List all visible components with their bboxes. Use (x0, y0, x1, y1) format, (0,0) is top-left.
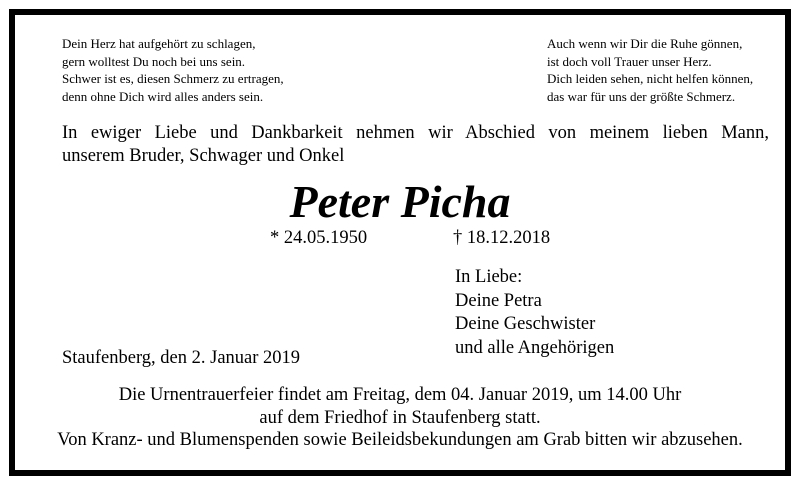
birth-date: * 24.05.1950 (270, 228, 368, 248)
poem-line: Schwer ist es, diesen Schmerz zu ertragen, (62, 71, 284, 86)
poem-line: Auch wenn wir Dir die Ruhe gönnen, (547, 36, 743, 51)
mourners-line: und alle Angehörigen (455, 337, 615, 358)
intro-text (62, 122, 769, 168)
intro-line: unserem Bruder, Schwager und Onkel (62, 146, 345, 166)
mourners-line: In Liebe: (455, 267, 523, 287)
mourners-line: Deine Petra (455, 290, 542, 311)
poem-line: das war für uns der größte Schmerz. (547, 88, 736, 104)
poem-line: Dein Herz hat aufgehört zu schlagen, (62, 36, 256, 51)
poem-right (547, 35, 753, 105)
poem-line: gern wolltest Du noch bei uns sein. (62, 53, 246, 69)
ceremony-line: Von Kranz- und Blumenspenden sowie Beileidsbekundungen am Grab bitten wir abzusehen. (57, 430, 743, 450)
deceased-name: Peter Picha (289, 176, 511, 227)
mourners-line: Deine Geschwister (455, 314, 596, 334)
poem-left (62, 35, 284, 105)
death-date: † 18.12.2018 (453, 228, 551, 248)
ceremony-line: auf dem Friedhof in Staufenberg statt. (259, 407, 541, 428)
ceremony-info (0, 384, 800, 452)
ceremony-line: Die Urnentrauerfeier findet am Freitag, dem 04. Januar 2019, um 14.00 Uhr (118, 385, 682, 405)
intro-line: In ewiger Liebe und Dankbarkeit nehmen wir Abschied von meinem lieben Mann, (62, 123, 769, 143)
place-date: Staufenberg, den 2. Januar 2019 (62, 348, 301, 368)
poem-line: Dich leiden sehen, nicht helfen können, (547, 71, 754, 86)
mourners (455, 266, 614, 360)
poem-line: ist doch voll Trauer unser Herz. (547, 53, 712, 69)
poem-line: denn ohne Dich wird alles anders sein. (62, 88, 264, 104)
